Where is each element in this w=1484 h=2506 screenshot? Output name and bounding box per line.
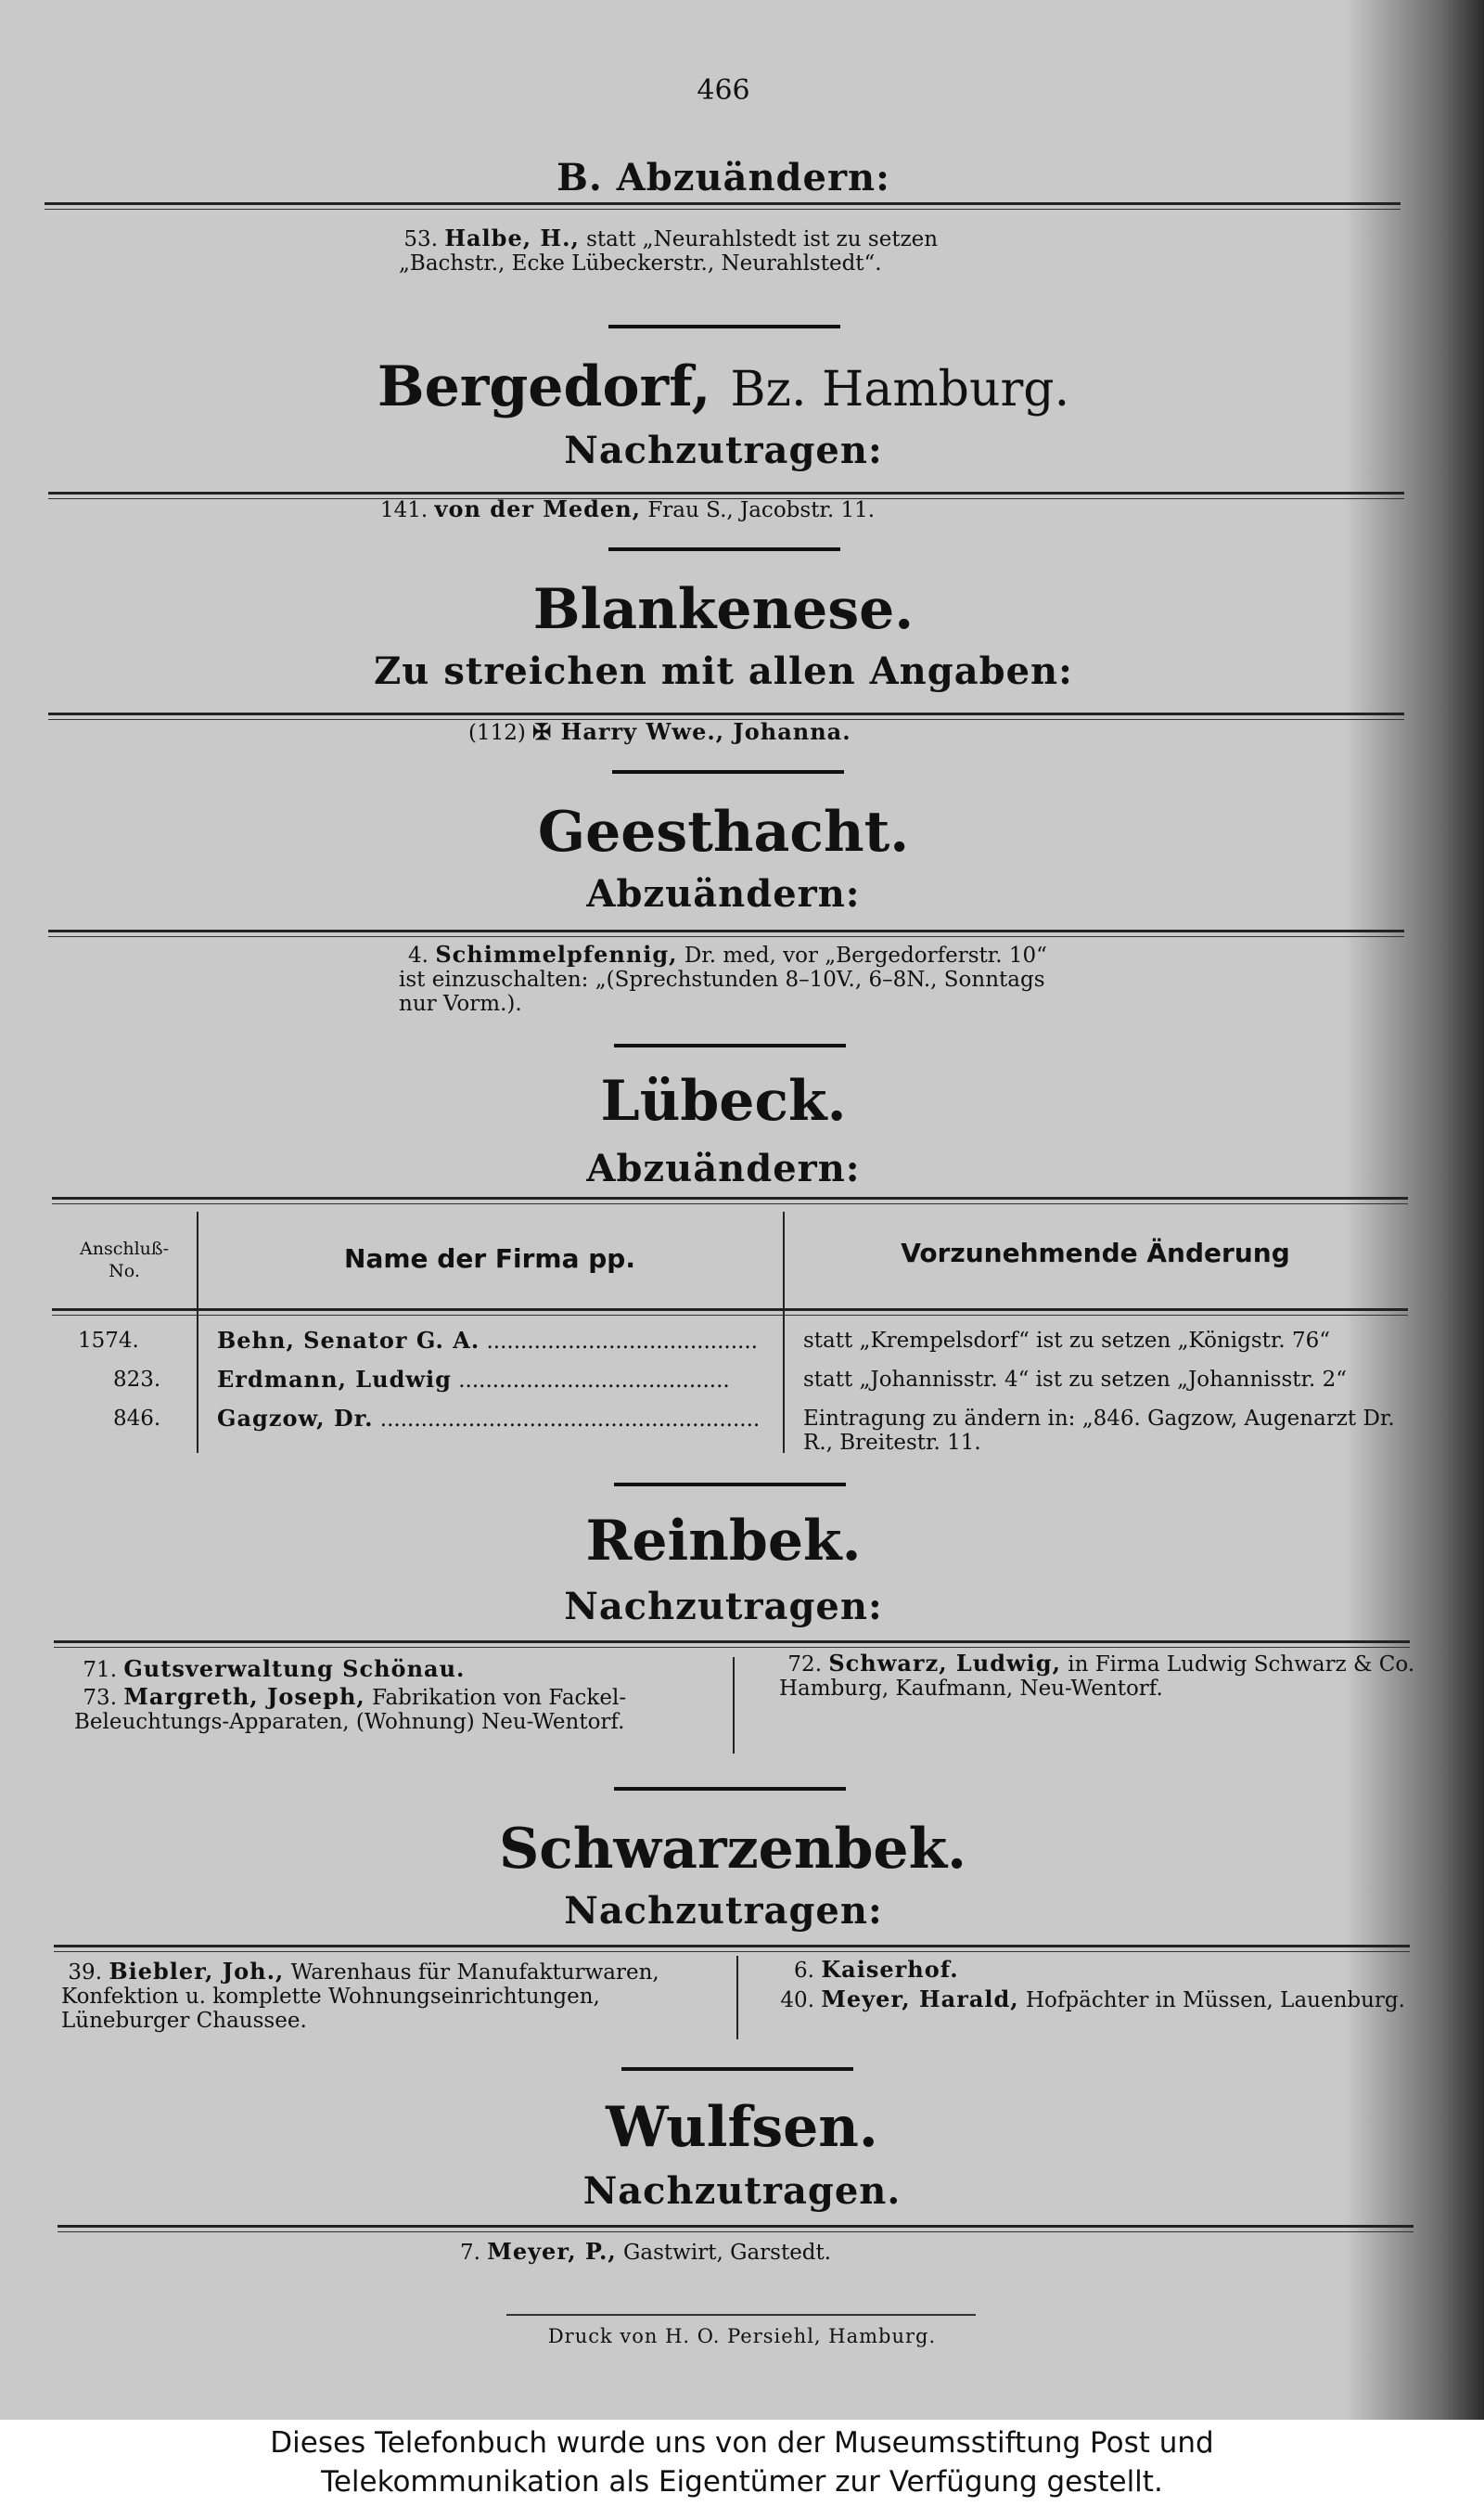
section-heading-abzuaendern: Abzuändern: xyxy=(586,872,861,916)
table-row: 823. Erdmann, Ludwig ........................................ statt „Johannisstr. 4“ ist zu setzen „Johannisstr. 2“ xyxy=(113,1368,1347,1393)
column-header-aenderung: Vorzunehmende Änderung xyxy=(901,1238,1290,1268)
list-item: 40. Meyer, Harald, Hofpächter in Müssen, Lauenburg. xyxy=(780,1986,1405,2012)
divider xyxy=(54,1945,1410,1952)
printer-imprint: Druck von H. O. Persiehl, Hamburg. xyxy=(547,2325,937,2347)
list-item: 73. Margreth, Joseph, Fabrikation von Fackel-Beleuchtungs-Apparaten, (Wohnung) Neu-Wentorf. xyxy=(74,1683,627,1734)
town-title-blankenese: Blankenese. xyxy=(532,577,915,642)
town-title-schwarzenbek: Schwarzenbek. xyxy=(498,1817,967,1882)
page-number: 466 xyxy=(697,74,750,107)
town-title-bergedorf: Bergedorf, Bz. Hamburg. xyxy=(377,354,1070,419)
section-separator xyxy=(621,2067,853,2071)
footer-line-2: Telekommunikation als Eigentümer zur Verfügung gestellt. xyxy=(321,2465,1163,2499)
printer-rule xyxy=(506,2314,976,2316)
town-title-luebeck: Lübeck. xyxy=(600,1069,847,1134)
section-heading-nachzutragen: Nachzutragen: xyxy=(564,1889,883,1933)
column-header-anschluss: Anschluß- No. xyxy=(79,1239,169,1281)
list-item: 53. Halbe, H., statt „Neurahlstedt ist zu setzen „Bachstr., Ecke Lübeckerstr., Neurahlstedt“. xyxy=(399,225,939,276)
section-heading-zu-streichen: Zu streichen mit allen Angaben: xyxy=(374,649,1073,693)
divider xyxy=(54,1640,1410,1648)
table-header-rule xyxy=(52,1308,1408,1316)
section-separator xyxy=(612,770,844,774)
section-heading-nachzutragen: Nachzutragen: xyxy=(564,429,883,472)
list-item: 6. Kaiserhof. xyxy=(794,1956,959,1983)
section-heading-b-abzuaendern: B. Abzuändern: xyxy=(556,156,890,199)
section-separator xyxy=(614,1787,846,1791)
section-heading-abzuaendern: Abzuändern: xyxy=(586,1147,861,1190)
list-item: 141. von der Meden, Frau S., Jacobstr. 11. xyxy=(380,495,876,522)
table-top-rule xyxy=(52,1197,1408,1204)
list-item: 72. Schwarz, Ludwig, in Firma Ludwig Schwarz & Co. Hamburg, Kaufmann, Neu-Wentorf. xyxy=(779,1650,1415,1701)
divider xyxy=(48,930,1404,937)
section-separator xyxy=(608,547,840,551)
list-item: 39. Biebler, Joh., Warenhaus für Manufakturwaren, Konfektion u. komplette Wohnungseinrichtungen, Lüneburger Chaussee. xyxy=(61,1958,659,2033)
column-divider xyxy=(736,1956,738,2039)
column-header-name: Name der Firma pp. xyxy=(344,1243,635,1274)
table-row: 846. Gagzow, Dr. ........................................................ Eintragung zu ändern in: „846. Gagzow, Augenarzt Dr. R., Breitestr. 11. xyxy=(113,1407,1395,1455)
list-item: (112) ✠ Harry Wwe., Johanna. xyxy=(468,718,851,745)
town-title-wulfsen: Wulfsen. xyxy=(606,2095,878,2160)
town-title-reinbek: Reinbek. xyxy=(585,1509,862,1574)
luebeck-table xyxy=(52,1197,1408,1462)
section-separator xyxy=(614,1483,846,1486)
list-item: 71. Gutsverwaltung Schönau. xyxy=(83,1655,466,1682)
list-item: 4. Schimmelpfennig, Dr. med, vor „Bergedorferstr. 10“ ist einzuschalten: „(Sprechstunden 8–10V., 6–8N., Sonntags nur Vorm.). xyxy=(399,941,1047,1016)
column-divider xyxy=(733,1657,735,1754)
divider xyxy=(45,202,1401,210)
list-item: 7. Meyer, P., Gastwirt, Garstedt. xyxy=(460,2238,832,2265)
section-separator xyxy=(608,325,840,328)
footer-line-1: Dieses Telefonbuch wurde uns von der Museumsstiftung Post und xyxy=(270,2426,1214,2460)
town-title-geesthacht: Geesthacht. xyxy=(537,800,910,865)
archive-footer xyxy=(0,2420,1484,2506)
section-heading-nachzutragen: Nachzutragen. xyxy=(582,2169,902,2213)
divider xyxy=(58,2225,1414,2232)
section-separator xyxy=(614,1044,846,1047)
section-heading-nachzutragen: Nachzutragen: xyxy=(564,1585,883,1628)
table-row: 1574. Behn, Senator G. A. ........................................ statt „Krempelsdorf“ ist zu setzen „Königstr. 76“ xyxy=(78,1329,1330,1354)
